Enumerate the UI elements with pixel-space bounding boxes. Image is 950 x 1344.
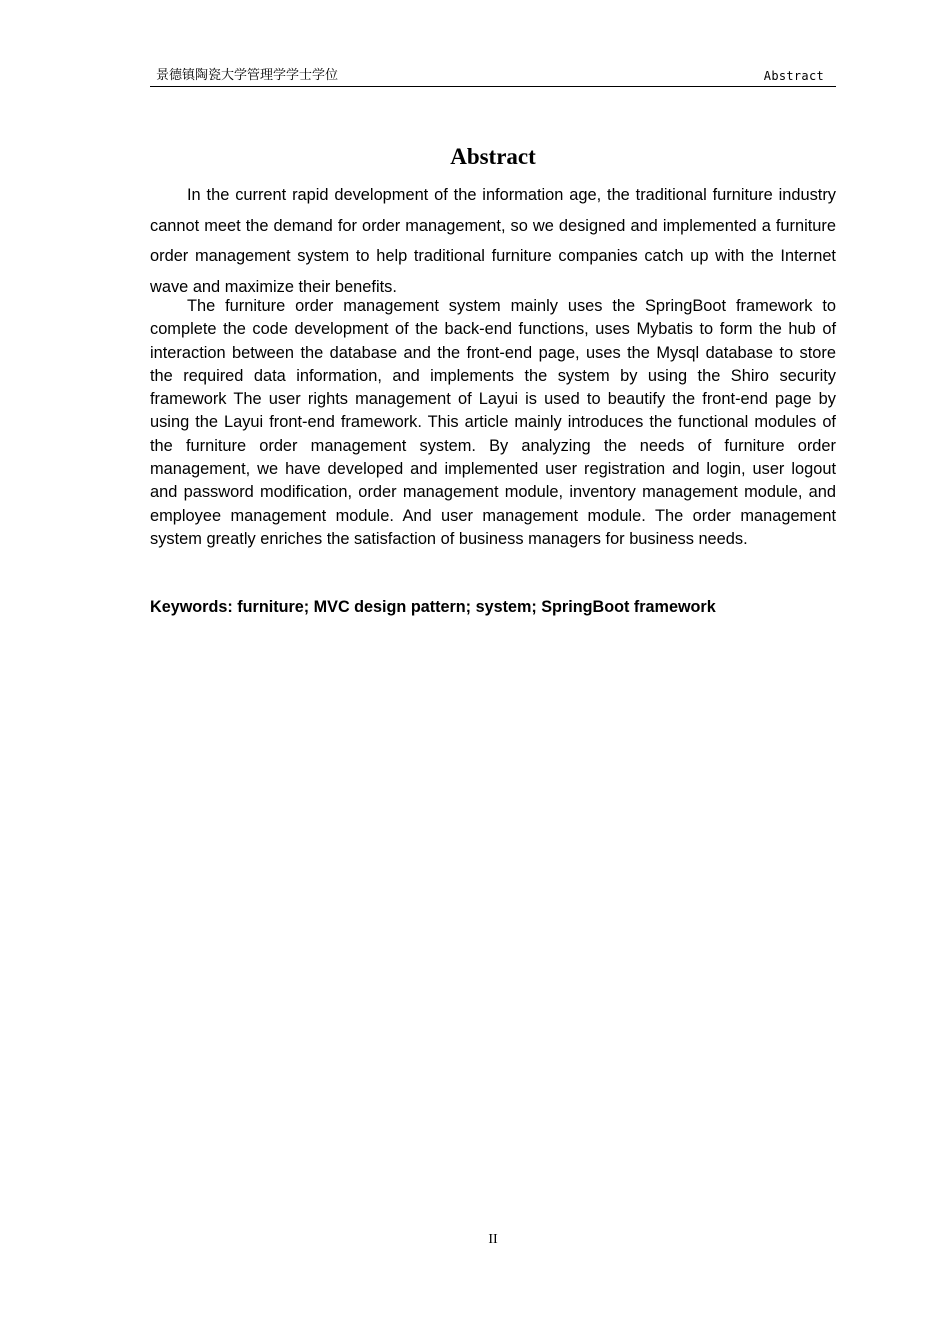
page-title: Abstract: [450, 144, 536, 169]
page-number: II: [488, 1232, 498, 1247]
keywords-line: Keywords: furniture; MVC design pattern; system; SpringBoot framework: [150, 598, 716, 616]
header-section-name: Abstract: [763, 69, 824, 83]
abstract-paragraph-1: In the current rapid development of the information age, the traditional furniture industry cannot meet the demand for order management, so we designed and implemented a furniture order management system to help traditional furniture companies catch up with the Internet wave and maximize their benefits.: [150, 186, 836, 296]
header-university-title: 景德镇陶瓷大学管理学学士学位: [156, 68, 339, 83]
page-header: [150, 66, 836, 87]
abstract-paragraph-2: The furniture order management system mainly uses the SpringBoot framework to complete the code development of the back-end functions, uses Mybatis to form the hub of interaction between the database and the front-end page, uses the Mysql database to store the required data information, and implements the system by using the Shiro security framework The user rights management of Layui is used to beautify the front-end page by using the Layui front-end framework. This article mainly introduces the functional modules of the furniture order management system. By analyzing the needs of furniture order management, we have developed and implemented user registration and login, user logout and password modification, order management module, inventory management module, and employee management module. And user management module. The order management system greatly enriches the satisfaction of business managers for business needs.: [150, 297, 836, 548]
